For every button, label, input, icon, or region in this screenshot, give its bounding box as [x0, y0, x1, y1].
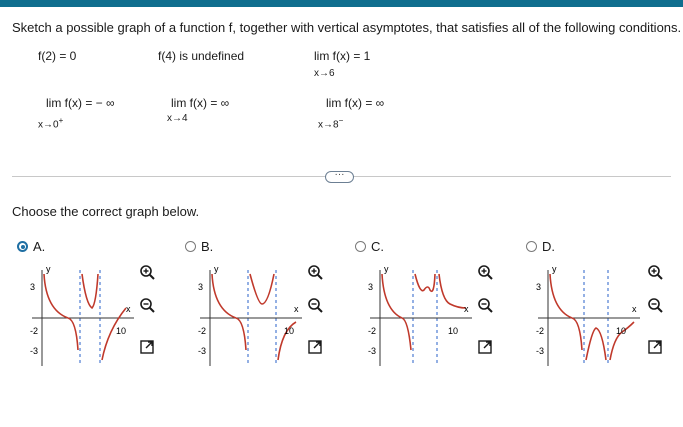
graph-ymin-label: -3: [536, 346, 545, 356]
graph-x-label: x: [126, 304, 131, 314]
graph-xmin-label: -2: [536, 326, 545, 336]
option-d-radio[interactable]: [526, 241, 537, 252]
graph-xtick-label: 10: [116, 326, 127, 336]
graph-xmin-label: -2: [198, 326, 207, 336]
graph-y-label: y: [384, 264, 389, 274]
top-bar: [0, 0, 683, 7]
zoom-in-icon[interactable]: [139, 264, 155, 280]
zoom-in-icon[interactable]: [307, 264, 323, 280]
expand-icon[interactable]: [477, 339, 493, 355]
graph-ymin-label: -3: [368, 346, 377, 356]
graph-x-label: x: [632, 304, 637, 314]
option-d-label[interactable]: D.: [542, 239, 555, 254]
expand-icon[interactable]: [647, 339, 663, 355]
graph-ymax-label: 3: [536, 282, 542, 292]
option-b-radio[interactable]: [185, 241, 196, 252]
zoom-out-icon[interactable]: [647, 297, 663, 313]
option-a-label[interactable]: A.: [33, 239, 46, 254]
graph-xmin-label: -2: [368, 326, 377, 336]
zoom-in-icon[interactable]: [647, 264, 663, 280]
zoom-out-icon[interactable]: [477, 297, 493, 313]
graph-option-b: [198, 260, 310, 368]
graph-xtick-label: 10: [448, 326, 459, 336]
curve-segment: [44, 274, 78, 350]
expand-icon[interactable]: [139, 339, 155, 355]
graph-y-label: y: [552, 264, 557, 274]
condition-limit-8: lim f(x) = ∞: [326, 96, 385, 110]
option-c-radio[interactable]: [355, 241, 366, 252]
condition-limit-6: lim f(x) = 1: [314, 49, 371, 63]
curve-segment: [439, 274, 466, 308]
curve-segment: [550, 274, 582, 350]
graph-option-d: [536, 260, 648, 368]
curve-segment: [382, 274, 411, 350]
option-b-label[interactable]: B.: [201, 239, 214, 254]
graph-x-label: x: [294, 304, 299, 314]
graph-ymin-label: -3: [198, 346, 207, 356]
graph-ymin-label: -3: [30, 346, 39, 356]
zoom-in-icon[interactable]: [477, 264, 493, 280]
question-text: Sketch a possible graph of a function f, together with vertical asymptotes, that satisfies all of the following conditions.: [12, 20, 682, 35]
curve-segment: [586, 328, 606, 360]
condition-limit-8-sub: x→8−: [318, 116, 344, 131]
zoom-out-icon[interactable]: [307, 297, 323, 313]
graph-ymax-label: 3: [368, 282, 374, 292]
graph-xtick-label: 10: [616, 326, 627, 336]
condition-limit-6-sub: x→6: [314, 68, 335, 79]
condition-f4-undefined: f(4) is undefined: [158, 49, 245, 63]
expand-more-button[interactable]: ···: [325, 171, 354, 183]
graph-y-label: y: [46, 264, 51, 274]
graph-xtick-label: 10: [284, 326, 295, 336]
graph-y-label: y: [214, 264, 219, 274]
graph-x-label: x: [464, 304, 469, 314]
graph-option-c: [368, 260, 480, 368]
zoom-out-icon[interactable]: [139, 297, 155, 313]
curve-segment: [82, 274, 98, 308]
option-a-radio[interactable]: [17, 241, 28, 252]
condition-limit-0: lim f(x) = − ∞: [46, 96, 115, 110]
graph-ymax-label: 3: [198, 282, 204, 292]
option-c-label[interactable]: C.: [371, 239, 384, 254]
graph-option-a: [30, 260, 142, 368]
curve-segment: [212, 274, 246, 350]
condition-limit-0-sub: x→0+: [38, 116, 64, 131]
expand-icon[interactable]: [307, 339, 323, 355]
curve-segment: [415, 274, 435, 291]
condition-f2: f(2) = 0: [38, 49, 77, 63]
graph-ymax-label: 3: [30, 282, 36, 292]
condition-limit-4: lim f(x) = ∞: [171, 96, 230, 110]
curve-segment: [250, 274, 274, 304]
condition-limit-4-sub: x→4: [167, 113, 188, 124]
graph-xmin-label: -2: [30, 326, 39, 336]
prompt-text: Choose the correct graph below.: [12, 204, 200, 219]
